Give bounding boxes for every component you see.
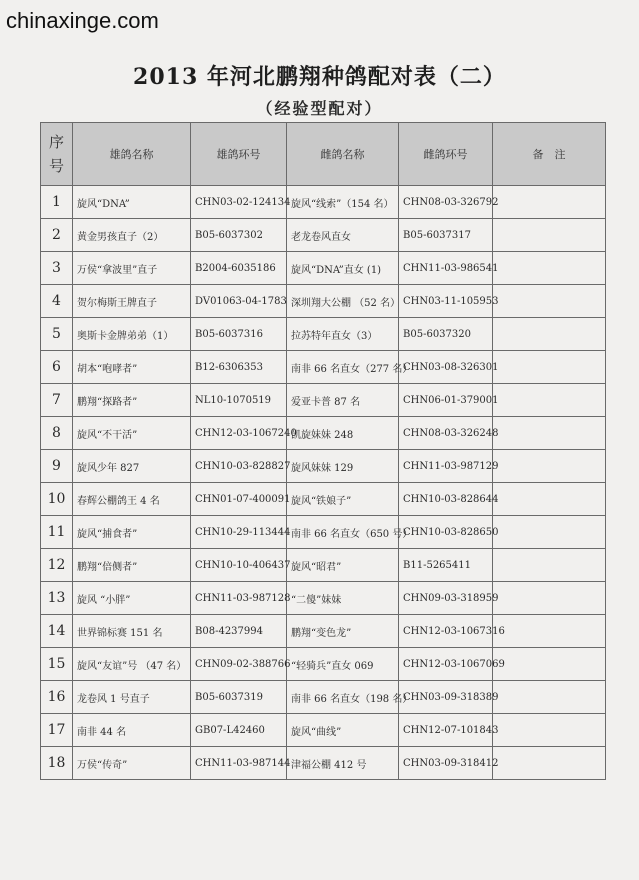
cell-female-ring: CHN11-03-987129	[399, 450, 493, 483]
cell-female-name: “二傻”妹妹	[287, 582, 399, 615]
header-female-ring: 雌鸽环号	[399, 123, 493, 186]
cell-num: 5	[41, 318, 73, 351]
cell-note	[493, 318, 606, 351]
cell-num: 16	[41, 681, 73, 714]
cell-male-ring: CHN09-02-388766	[191, 648, 287, 681]
cell-note	[493, 252, 606, 285]
cell-male-ring: B05-6037316	[191, 318, 287, 351]
cell-male-name: 鹏翔“倍侧者”	[73, 549, 191, 582]
cell-male-ring: CHN10-10-406437	[191, 549, 287, 582]
cell-female-ring: CHN03-11-105953	[399, 285, 493, 318]
cell-note	[493, 516, 606, 549]
cell-female-ring: B05-6037317	[399, 219, 493, 252]
cell-male-ring: CHN10-29-113444	[191, 516, 287, 549]
table-row	[41, 186, 606, 219]
cell-male-name: 奥斯卡金牌弟弟（1）	[73, 318, 191, 351]
cell-male-name: 旋风 “小胖”	[73, 582, 191, 615]
cell-female-ring: CHN10-03-828650	[399, 516, 493, 549]
cell-female-ring: CHN12-03-1067316	[399, 615, 493, 648]
cell-male-name: 万侯“拿波里”直子	[73, 252, 191, 285]
header-male-ring: 雄鸽环号	[191, 123, 287, 186]
cell-note	[493, 582, 606, 615]
table-row	[41, 450, 606, 483]
cell-male-name: 龙卷风 1 号直子	[73, 681, 191, 714]
cell-female-name: 老龙卷风直女	[287, 219, 399, 252]
table-row	[41, 681, 606, 714]
cell-male-name: 春辉公棚鸽王 4 名	[73, 483, 191, 516]
cell-num: 3	[41, 252, 73, 285]
cell-female-ring: CHN12-07-101843	[399, 714, 493, 747]
cell-num: 17	[41, 714, 73, 747]
cell-female-ring: CHN03-09-318389	[399, 681, 493, 714]
cell-male-name: 贺尔梅斯王牌直子	[73, 285, 191, 318]
cell-num: 7	[41, 384, 73, 417]
cell-male-name: 南非 44 名	[73, 714, 191, 747]
cell-note	[493, 219, 606, 252]
header-female-name: 雌鸽名称	[287, 123, 399, 186]
cell-note	[493, 186, 606, 219]
cell-male-ring: CHN10-03-828827	[191, 450, 287, 483]
cell-female-name: 旋风“线索”（154 名）	[287, 186, 399, 219]
cell-num: 13	[41, 582, 73, 615]
table-row	[41, 318, 606, 351]
cell-note	[493, 747, 606, 780]
cell-female-name: 南非 66 名直女（650 号）	[287, 516, 399, 549]
cell-num: 2	[41, 219, 73, 252]
cell-note	[493, 681, 606, 714]
cell-note	[493, 549, 606, 582]
cell-female-ring: CHN08-03-326792	[399, 186, 493, 219]
cell-female-ring: CHN08-03-326248	[399, 417, 493, 450]
cell-male-name: 旋风“DNA”	[73, 186, 191, 219]
page-subtitle: （经验型配对）	[256, 99, 383, 118]
table-row	[41, 549, 606, 582]
cell-note	[493, 285, 606, 318]
cell-num: 8	[41, 417, 73, 450]
cell-note	[493, 417, 606, 450]
cell-female-ring: CHN03-09-318412	[399, 747, 493, 780]
cell-note	[493, 384, 606, 417]
cell-num: 6	[41, 351, 73, 384]
cell-num: 11	[41, 516, 73, 549]
cell-female-name: 凯旋妹妹 248	[287, 417, 399, 450]
cell-female-ring: CHN06-01-379001	[399, 384, 493, 417]
cell-note	[493, 483, 606, 516]
cell-male-ring: CHN01-07-400091	[191, 483, 287, 516]
cell-num: 12	[41, 549, 73, 582]
cell-num: 18	[41, 747, 73, 780]
cell-female-name: 拉苏特年直女（3）	[287, 318, 399, 351]
cell-female-name: 旋风“DNA”直女 (1)	[287, 252, 399, 285]
table-row	[41, 714, 606, 747]
table-row	[41, 384, 606, 417]
header-num-label: 序号	[48, 133, 64, 175]
cell-male-ring: CHN11-03-987144	[191, 747, 287, 780]
table-row	[41, 483, 606, 516]
cell-num: 14	[41, 615, 73, 648]
header-num	[41, 123, 73, 186]
cell-female-ring: CHN03-08-326301	[399, 351, 493, 384]
cell-female-ring: B05-6037320	[399, 318, 493, 351]
header-male-name: 雄鸽名称	[73, 123, 191, 186]
cell-female-name: 南非 66 名直女（198 名）	[287, 681, 399, 714]
table-row	[41, 516, 606, 549]
cell-male-ring: B2004-6035186	[191, 252, 287, 285]
cell-female-ring: B11-5265411	[399, 549, 493, 582]
table-row	[41, 219, 606, 252]
cell-male-name: 旋风“友谊”号 （47 名）	[73, 648, 191, 681]
cell-female-name: 旋风“昭君”	[287, 549, 399, 582]
watermark-text: chinaxinge.com	[6, 8, 159, 33]
cell-male-ring: CHN11-03-987128	[191, 582, 287, 615]
cell-female-name: 旋风“铁娘子”	[287, 483, 399, 516]
table-row	[41, 615, 606, 648]
pairing-table	[40, 122, 606, 780]
table-row	[41, 351, 606, 384]
cell-male-ring: NL10-1070519	[191, 384, 287, 417]
cell-num: 10	[41, 483, 73, 516]
cell-male-ring: B08-4237994	[191, 615, 287, 648]
cell-num: 9	[41, 450, 73, 483]
cell-male-name: 黄金男孩直子（2）	[73, 219, 191, 252]
cell-male-ring: B05-6037302	[191, 219, 287, 252]
cell-female-name: 旋风妹妹 129	[287, 450, 399, 483]
cell-female-name: “轻骑兵”直女 069	[287, 648, 399, 681]
table-row	[41, 417, 606, 450]
cell-male-name: 世界锦标赛 151 名	[73, 615, 191, 648]
cell-male-name: 旋风少年 827	[73, 450, 191, 483]
cell-note	[493, 351, 606, 384]
page-title: 2013 年河北鹏翔种鸽配对表（二）	[133, 64, 506, 90]
table-row	[41, 747, 606, 780]
cell-female-ring: CHN12-03-1067069	[399, 648, 493, 681]
table-body	[41, 186, 606, 780]
header-note: 备 注	[493, 123, 606, 186]
cell-male-name: 胡本“咆哮者”	[73, 351, 191, 384]
cell-female-ring: CHN11-03-986541	[399, 252, 493, 285]
cell-male-ring: GB07-L42460	[191, 714, 287, 747]
cell-female-name: 津福公棚 412 号	[287, 747, 399, 780]
cell-num: 1	[41, 186, 73, 219]
cell-male-ring: CHN03-02-124134	[191, 186, 287, 219]
cell-note	[493, 615, 606, 648]
table-row	[41, 648, 606, 681]
cell-note	[493, 648, 606, 681]
cell-male-name: 旋风“捕食者”	[73, 516, 191, 549]
table-row	[41, 252, 606, 285]
cell-male-name: 万侯“传奇”	[73, 747, 191, 780]
table-header-row	[41, 123, 606, 186]
cell-female-ring: CHN10-03-828644	[399, 483, 493, 516]
cell-male-ring: DV01063-04-1783	[191, 285, 287, 318]
cell-num: 15	[41, 648, 73, 681]
cell-female-name: 鹏翔“变色龙”	[287, 615, 399, 648]
cell-num: 4	[41, 285, 73, 318]
cell-male-ring: B12-6306353	[191, 351, 287, 384]
cell-female-name: 旋风“曲线”	[287, 714, 399, 747]
cell-note	[493, 450, 606, 483]
cell-female-name: 爱亚卡普 87 名	[287, 384, 399, 417]
cell-male-ring: B05-6037319	[191, 681, 287, 714]
cell-note	[493, 714, 606, 747]
cell-female-ring: CHN09-03-318959	[399, 582, 493, 615]
cell-female-name: 深圳翔大公棚 （52 名）	[287, 285, 399, 318]
cell-male-name: 旋风“不干活”	[73, 417, 191, 450]
cell-female-name: 南非 66 名直女（277 名）	[287, 351, 399, 384]
cell-male-ring: CHN12-03-1067240	[191, 417, 287, 450]
table-row	[41, 285, 606, 318]
cell-male-name: 鹏翔“探路者”	[73, 384, 191, 417]
table-row	[41, 582, 606, 615]
